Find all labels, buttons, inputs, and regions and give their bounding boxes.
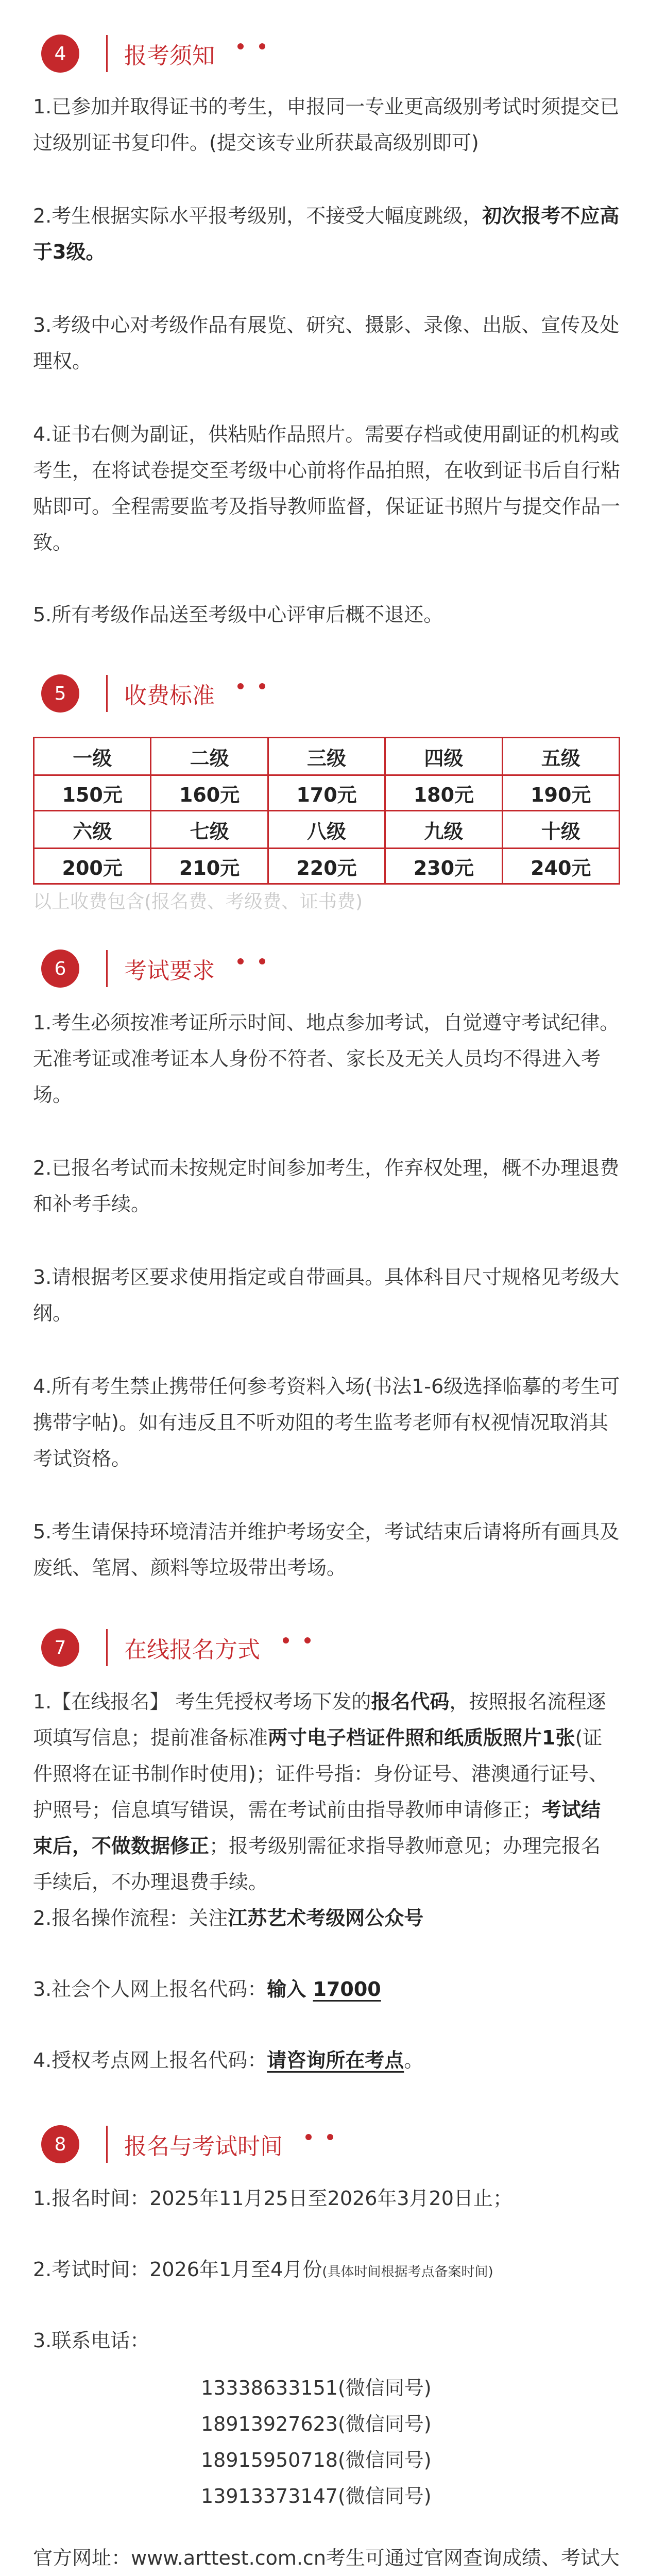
table-row bbox=[34, 775, 620, 811]
paragraph bbox=[33, 1684, 620, 1900]
table-row bbox=[34, 738, 620, 775]
registration-code: 17000 bbox=[313, 1978, 381, 2001]
section-title: 考试要求 bbox=[124, 958, 215, 984]
paragraph: 4.证书右侧为副证，供粘贴作品照片。需要存档或使用副证的机构或考生，在将试卷提交至考级中心前将作品拍照，在收到证书后自行粘贴即可。全程需要监考及指导教师监督，保证证书照片与提交作品一致。 bbox=[33, 423, 621, 554]
section-4-header bbox=[41, 30, 265, 77]
table-cell: 五级 bbox=[502, 738, 619, 775]
table-cell: 一级 bbox=[34, 738, 151, 775]
decorative-dots bbox=[237, 43, 265, 49]
paragraph-bold-text: 江苏艺术考级网公众号 bbox=[228, 1907, 424, 1929]
section-title: 收费标准 bbox=[124, 683, 215, 709]
section-number-badge: 4 bbox=[41, 35, 79, 73]
divider-bar bbox=[106, 675, 108, 712]
paragraph-text: 4.授权考点网上报名代码： bbox=[33, 2049, 267, 2072]
phone-number: 18913927623(微信同号) bbox=[201, 2413, 432, 2435]
paragraph-bold-text: 报名代码 bbox=[371, 1690, 450, 1713]
paragraph-bold-text: 请咨询所在考点 bbox=[267, 2049, 404, 2072]
paragraph-text: ；报考级别需征求指导教师意见；办理完报名手续后，不办理退费手续。 bbox=[33, 1835, 601, 1893]
phone-list bbox=[201, 2370, 432, 2514]
paragraph bbox=[33, 2042, 620, 2078]
divider-bar bbox=[106, 2126, 108, 2163]
table-cell: 210元 bbox=[151, 849, 268, 884]
paragraph bbox=[33, 198, 620, 270]
section-number-badge: 5 bbox=[41, 674, 79, 713]
paragraph: 2.已报名考试而未按规定时间参加考生，作弃权处理，概不办理退费和补考手续。 bbox=[33, 1157, 620, 1215]
paragraph-bold-text: 输入 bbox=[267, 1978, 313, 2001]
paragraph: 1.报名时间：2025年11月25日至2026年3月20日止； bbox=[33, 2187, 513, 2210]
table-cell: 八级 bbox=[268, 811, 385, 849]
section-title: 报考须知 bbox=[124, 43, 215, 69]
table-cell: 190元 bbox=[502, 775, 619, 811]
paragraph-text: 2.考生根据实际水平报考级别，不接受大幅度跳级， bbox=[33, 205, 483, 227]
paragraph-text: 。 bbox=[404, 2049, 424, 2072]
phone-number: 13338633151(微信同号) bbox=[201, 2377, 432, 2399]
divider-bar bbox=[106, 35, 108, 72]
fee-table bbox=[33, 737, 620, 885]
paragraph: 1.考生必须按准考证所示时间、地点参加考试，自觉遵守考试纪律。无准考证或准考证本人身份不符者、家长及无关人员均不得进入考场。 bbox=[33, 1011, 620, 1106]
section-number-badge: 6 bbox=[41, 950, 79, 988]
paragraph-text: 3.社会个人网上报名代码： bbox=[33, 1978, 267, 2001]
table-cell: 240元 bbox=[502, 849, 619, 884]
table-cell: 220元 bbox=[268, 849, 385, 884]
paragraph-bold-text: 考试结束后，不做数据修正 bbox=[33, 1799, 601, 1857]
section-number-badge: 7 bbox=[41, 1629, 79, 1667]
decorative-dots bbox=[237, 683, 265, 689]
paragraph bbox=[33, 2251, 620, 2290]
table-cell: 230元 bbox=[385, 849, 502, 884]
table-cell: 150元 bbox=[34, 775, 151, 811]
table-row bbox=[34, 811, 620, 849]
section-title: 报名与考试时间 bbox=[124, 2133, 283, 2160]
section-8-header bbox=[41, 2121, 333, 2168]
divider-bar bbox=[106, 950, 108, 987]
decorative-dots bbox=[305, 2134, 333, 2140]
paragraph: 4.所有考生禁止携带任何参考资料入场(书法1-6级选择临摹的考生可携带字帖)。如有违反且不听劝阻的考生监考老师有权视情况取消其考试资格。 bbox=[33, 1375, 620, 1470]
paragraph: 1.已参加并取得证书的考生，申报同一专业更高级别考试时须提交已过级别证书复印件。(提交该专业所获最高级别即可) bbox=[33, 95, 620, 154]
paragraph-text: 2.考试时间：2026年1月至4月份 bbox=[33, 2258, 322, 2281]
paragraph-text: ，按照报名流程逐项填写信息；提前准备标准 bbox=[33, 1690, 606, 1749]
paragraph-bold-text: 两寸电子档证件照和纸质版照片1张 bbox=[268, 1726, 575, 1749]
section-title: 在线报名方式 bbox=[124, 1637, 260, 1663]
table-cell: 180元 bbox=[385, 775, 502, 811]
decorative-dots bbox=[283, 1637, 311, 1643]
paragraph-text: 2.报名操作流程：关注 bbox=[33, 1907, 228, 1929]
paragraph: 3.联系电话： bbox=[33, 2329, 150, 2352]
paragraph: 5.考生请保持环境清洁并维护考场安全，考试结束后请将所有画具及废纸、笔屑、颜料等垃圾带出考场。 bbox=[33, 1520, 620, 1579]
table-cell: 二级 bbox=[151, 738, 268, 775]
section-5-header bbox=[41, 670, 265, 717]
paragraph-bold-text: 初次报考不应高于3级。 bbox=[33, 205, 620, 263]
paragraph bbox=[33, 1900, 620, 1936]
paragraph: 5.所有考级作品送至考级中心评审后概不退还。 bbox=[33, 603, 443, 626]
paragraph: 3.考级中心对考级作品有展览、研究、摄影、录像、出版、宣传及处理权。 bbox=[33, 314, 620, 372]
section-7-header bbox=[41, 1624, 311, 1671]
table-cell: 200元 bbox=[34, 849, 151, 884]
table-cell: 160元 bbox=[151, 775, 268, 811]
table-cell: 四级 bbox=[385, 738, 502, 775]
decorative-dots bbox=[237, 958, 265, 964]
section-6-header bbox=[41, 945, 265, 992]
divider-bar bbox=[106, 1629, 108, 1666]
table-cell: 三级 bbox=[268, 738, 385, 775]
paragraph: 官方网址：www.arttest.com.cn考生可通过官网查询成绩、考试大 bbox=[33, 2547, 620, 2569]
table-cell: 十级 bbox=[502, 811, 619, 849]
section-number-badge: 8 bbox=[41, 2125, 79, 2163]
paragraph-small-text: (具体时间根据考点备案时间) bbox=[322, 2264, 493, 2280]
table-cell: 六级 bbox=[34, 811, 151, 849]
phone-number: 13913373147(微信同号) bbox=[201, 2485, 432, 2507]
paragraph-text: 1.【在线报名】 考生凭授权考场下发的 bbox=[33, 1690, 371, 1713]
table-cell: 七级 bbox=[151, 811, 268, 849]
paragraph bbox=[33, 1971, 620, 2007]
phone-number: 18915950718(微信同号) bbox=[201, 2449, 432, 2471]
table-cell: 九级 bbox=[385, 811, 502, 849]
paragraph: 3.请根据考区要求使用指定或自带画具。具体科目尺寸规格见考级大纲。 bbox=[33, 1266, 620, 1325]
table-row bbox=[34, 849, 620, 884]
paragraph-text: (证件照将在证书制作时使用)；证件号指：身份证号、港澳通行证号、护照号；信息填写错误，需在考试前由指导教师申请修正； bbox=[33, 1726, 608, 1821]
table-cell: 170元 bbox=[268, 775, 385, 811]
fee-note: 以上收费包含(报名费、考级费、证书费) bbox=[33, 891, 363, 912]
